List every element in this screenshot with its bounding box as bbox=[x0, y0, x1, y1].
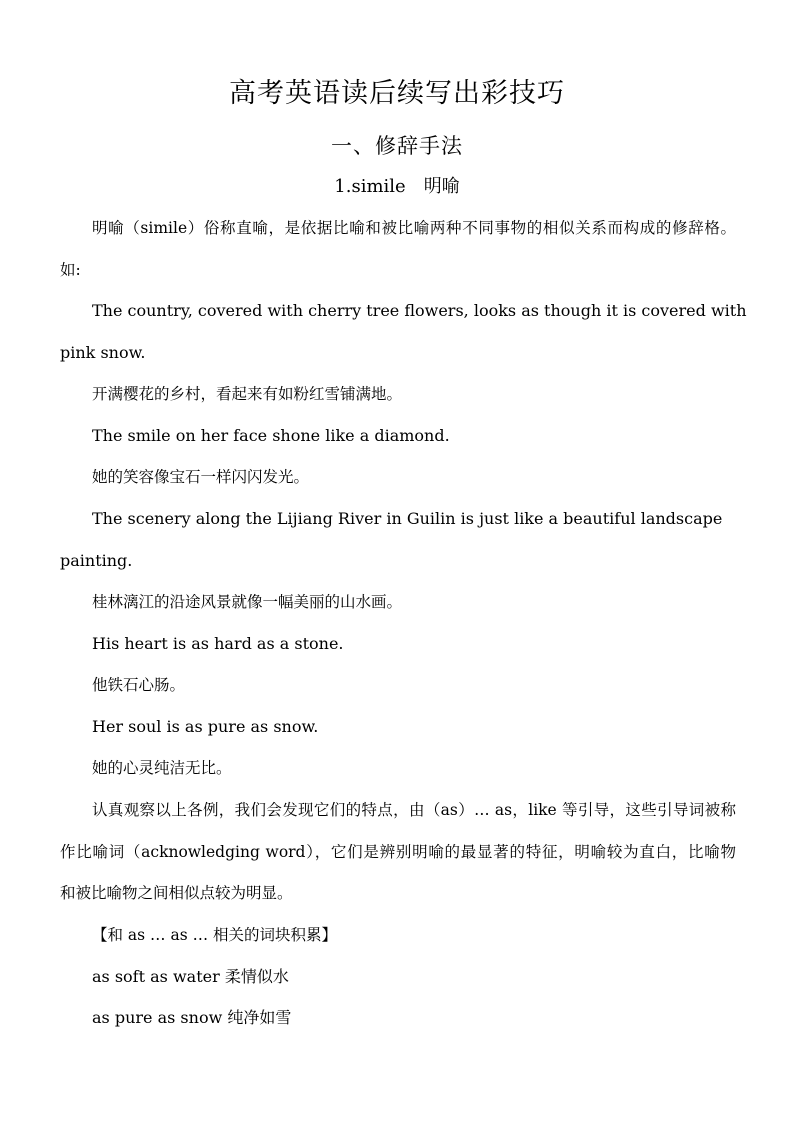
phrase-heading: 【和 as … as … 相关的词块积累】 bbox=[92, 926, 338, 944]
analysis-line-1: 认真观察以上各例，我们会发现它们的特点，由（as）… as，like 等引导，这些引导词被称 bbox=[92, 801, 736, 819]
example-1-english-line-1: The country, covered with cherry tree flowers, looks as though it is covered with bbox=[92, 301, 747, 320]
example-4-chinese: 他铁石心肠。 bbox=[92, 676, 186, 694]
document-title: 高考英语读后续写出彩技巧 bbox=[229, 78, 565, 109]
phrase-item-1: as soft as water 柔情似水 bbox=[92, 967, 289, 986]
example-2-english: The smile on her face shone like a diamond. bbox=[92, 426, 450, 445]
example-1-chinese: 开满樱花的乡村，看起来有如粉红雪铺满地。 bbox=[92, 385, 403, 403]
example-4-english: His heart is as hard as a stone. bbox=[92, 634, 344, 653]
example-2-chinese: 她的笑容像宝石一样闪闪发光。 bbox=[92, 468, 310, 486]
analysis-line-3: 和被比喻物之间相似点较为明显。 bbox=[60, 884, 293, 902]
phrase-item-2: as pure as snow 纯净如雪 bbox=[92, 1008, 292, 1027]
analysis-line-2: 作比喻词（acknowledging word），它们是辨别明喻的最显著的特征，明喻较为直白，比喻物 bbox=[60, 843, 736, 861]
intro-line-1: 明喻（simile）俗称直喻，是依据比喻和被比喻两种不同事物的相似关系而构成的修辞格。 bbox=[92, 219, 736, 237]
section-heading: 一、修辞手法 bbox=[331, 134, 463, 158]
example-1-english-line-2: pink snow. bbox=[60, 343, 146, 362]
example-3-english-line-1: The scenery along the Lijiang River in Guilin is just like a beautiful landscape bbox=[92, 509, 723, 528]
subsection-heading: 1.simile 明喻 bbox=[334, 176, 460, 197]
example-5-chinese: 她的心灵纯洁无比。 bbox=[92, 759, 232, 777]
intro-line-2: 如: bbox=[60, 261, 81, 279]
example-3-english-line-2: painting. bbox=[60, 551, 133, 570]
example-5-english: Her soul is as pure as snow. bbox=[92, 717, 319, 736]
example-3-chinese: 桂林漓江的沿途风景就像一幅美丽的山水画。 bbox=[92, 593, 403, 611]
